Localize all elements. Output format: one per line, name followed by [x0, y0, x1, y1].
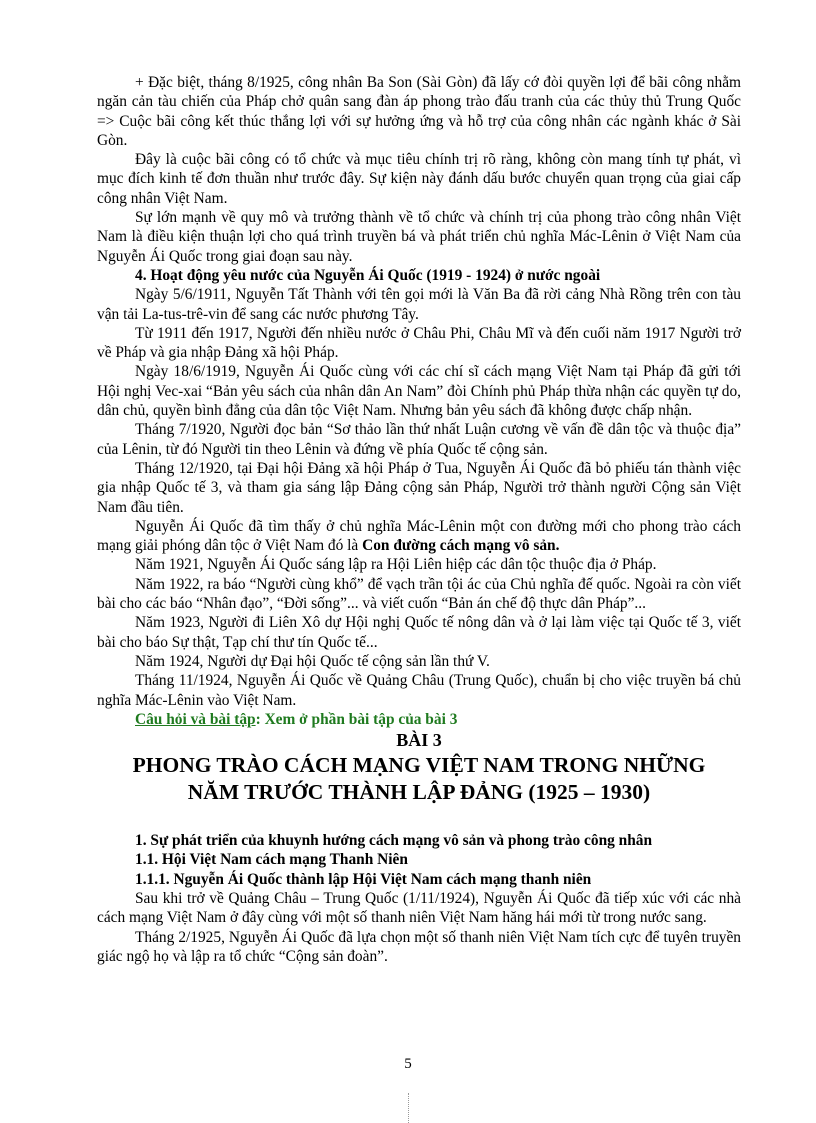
bold-phrase: Con đường cách mạng vô sản.	[362, 537, 560, 555]
paragraph: Tháng 11/1924, Nguyễn Ái Quốc về Quảng Châu (Trung Quốc), chuẩn bị cho việc truyền bá chủ nghĩa Mác-Lênin vào Việt Nam.	[97, 672, 741, 709]
paragraph: Năm 1924, Người dự Đại hội Quốc tế cộng sản lần thứ V.	[135, 652, 490, 670]
paragraph: Từ 1911 đến 1917, Người đến nhiều nước ở Châu Phi, Châu Mĩ và đến cuối năm 1917 Người trở về Pháp và gia nhập Đảng xã hội Pháp.	[97, 324, 741, 362]
paragraph: Sau khi trở về Quảng Châu – Trung Quốc (1/11/1924), Nguyễn Ái Quốc đã tiếp xúc với các nhà cách mạng Việt Nam ở đây cùng với một số thanh niên Việt Nam hăng hái mới từ trong nước sang.	[97, 889, 741, 927]
exercise-text: : Xem ở phần bài tập của bài 3	[255, 710, 458, 728]
paragraph-text: Nguyễn Ái Quốc đã tìm thấy ở chủ nghĩa Mác-Lênin một con đường mới cho phong trào cách mạng giải phóng dân tộc ở Việt Nam đó là	[97, 517, 741, 555]
paragraph: Năm 1921, Nguyễn Ái Quốc sáng lập ra Hội Liên hiệp các dân tộc thuộc địa ở Pháp.	[135, 556, 657, 574]
paragraph: Sự lớn mạnh về quy mô và trưởng thành về tổ chức và chính trị của phong trào công nhân Việt Nam là điều kiện thuận lợi cho quá trình truyền bá và phát triển chủ nghĩa Mác-Lênin ở Việt Nam của Nguyễn Ái Quốc trong giai đoạn sau này.	[97, 209, 741, 265]
paragraph: Ngày 5/6/1911, Nguyễn Tất Thành với tên gọi mới là Văn Ba đã rời cảng Nhà Rồng trên con tàu vận tải La-tus-trê-vin để sang các nước phương Tây.	[97, 286, 741, 323]
exercise-line	[97, 710, 741, 729]
section-heading-4: 4. Hoạt động yêu nước của Nguyễn Ái Quốc (1919 - 1924) ở nước ngoài	[135, 266, 601, 284]
section-heading-1-1: 1.1. Hội Việt Nam cách mạng Thanh Niên	[135, 851, 408, 869]
document-body	[97, 73, 741, 966]
section-heading-1: 1. Sự phát triển của khuynh hướng cách mạng vô sản và phong trào công nhân	[135, 832, 653, 850]
section-heading-1-1-1: 1.1.1. Nguyễn Ái Quốc thành lập Hội Việt Nam cách mạng thanh niên	[135, 870, 592, 888]
page-break-marker	[408, 1093, 409, 1123]
lesson-number: BÀI 3	[396, 730, 442, 751]
paragraph: + Đặc biệt, tháng 8/1925, công nhân Ba Son (Sài Gòn) đã lấy cớ đòi quyền lợi để bãi công nhằm ngăn cản tàu chiến của Pháp chở quân sang đàn áp phong trào đấu tranh của các thủy thủ Trung Quốc => Cuộc bãi công kết thúc thắng lợi với sự hưởng ứng và hỗ trợ của công nhân các ngành khác ở Sài Gòn.	[97, 74, 741, 149]
exercise-link[interactable]: Câu hỏi và bài tập	[135, 710, 256, 728]
paragraph: Ngày 18/6/1919, Nguyễn Ái Quốc cùng với các chí sĩ cách mạng Việt Nam tại Pháp đã gửi tới Hội nghị Vec-xai “Bản yêu sách của nhân dân An Nam” đòi Chính phủ Pháp thừa nhận các quyền tự do, dân chủ, quyền bình đẳng của dân tộc Việt Nam. Nhưng bản yêu sách đã không được chấp nhận.	[97, 363, 741, 420]
lesson-title-line-1: PHONG TRÀO CÁCH MẠNG VIỆT NAM TRONG NHỮNG	[132, 753, 706, 778]
paragraph: Tháng 2/1925, Nguyễn Ái Quốc đã lựa chọn một số thanh niên Việt Nam tích cực để tuyên truyền giác ngộ họ và lập ra tổ chức “Cộng sản đoàn”.	[97, 928, 741, 965]
paragraph	[97, 517, 741, 556]
paragraph: Năm 1922, ra báo “Người cùng khổ” để vạch trần tội ác của Chủ nghĩa đế quốc. Ngoài ra còn viết bài cho các báo “Nhân đạo”, “Đời sống”... và viết cuốn “Bản án chế độ thực dân Pháp”...	[97, 575, 741, 613]
paragraph: Tháng 12/1920, tại Đại hội Đảng xã hội Pháp ở Tua, Nguyễn Ái Quốc đã bỏ phiếu tán thành việc gia nhập Quốc tế 3, và tham gia sáng lập Đảng cộng sản Pháp, Người trở thành người Cộng sản Việt Nam đầu tiên.	[97, 459, 741, 516]
paragraph: Đây là cuộc bãi công có tổ chức và mục tiêu chính trị rõ ràng, không còn mang tính tự phát, vì mục đích kinh tế đơn thuần như trước đây. Sự kiện này đánh dấu bước chuyển quan trọng của giai cấp công nhân Việt Nam.	[97, 151, 741, 207]
page-number: 5	[404, 1056, 412, 1072]
lesson-title-line-2: NĂM TRƯỚC THÀNH LẬP ĐẢNG (1925 – 1930)	[187, 780, 651, 805]
paragraph: Tháng 7/1920, Người đọc bản “Sơ thảo lần thứ nhất Luận cương về vấn đề dân tộc và thuộc địa” của Lênin, từ đó Người tin theo Lênin và đứng về phía Quốc tế cộng sản.	[97, 421, 741, 458]
paragraph: Năm 1923, Người đi Liên Xô dự Hội nghị Quốc tế nông dân và ở lại làm việc tại Quốc tế 3, viết bài cho báo Sự thật, Tạp chí thư tín Quốc tế...	[97, 614, 741, 651]
